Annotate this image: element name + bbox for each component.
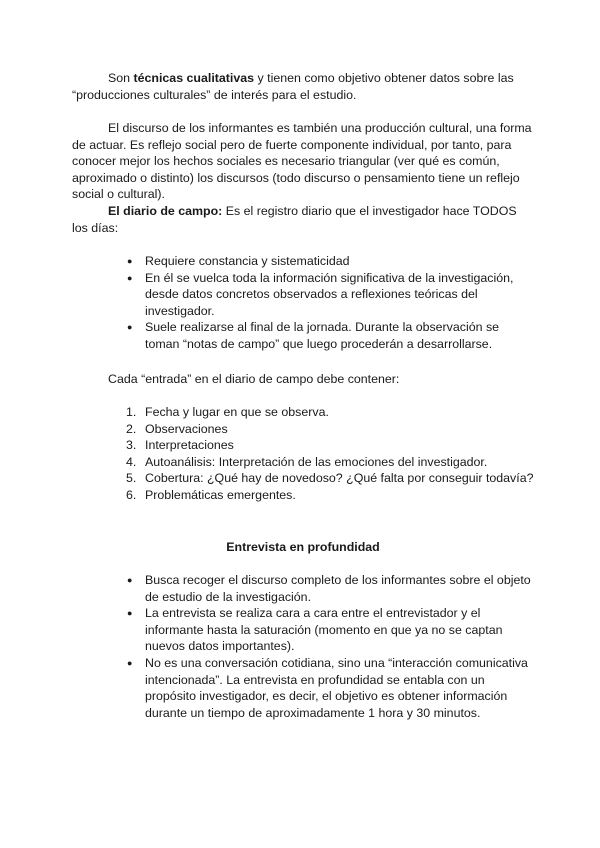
list-item <box>72 454 534 471</box>
list-item <box>72 421 534 438</box>
list-item <box>72 404 534 421</box>
list-text: Autoanálisis: Interpretación de las emociones del investigador. <box>145 454 488 469</box>
discourse-paragraph: El discurso de los informantes es también una producción cultural, una forma de actuar. Es reflejo social pero de fuerte componente individual, por tanto, para conocer mejor los hechos sociales es necesario triangular (ver qué es común, aproximado o distinto) los discursos (todo discurso o pensamiento tiene un reflejo social o cultural). <box>72 121 532 202</box>
list-item: ● Requiere constancia y sistematicidad <box>72 253 534 270</box>
list-text: Fecha y lugar en que se observa. <box>145 405 329 419</box>
intro-lead: Son <box>108 71 131 85</box>
list-item: ● La entrevista se realiza cara a cara entre el entrevistador y el informante hasta la saturación (momento en que ya no se captan nuevos datos importantes). <box>72 605 534 655</box>
list-item: ● No es una conversación cotidiana, sino una “interacción comunicativa intencionada”. La entrevista en profundidad se entabla con un propósito investigador, es decir, el objetivo es obtener información durante un tiempo de aproximadamente 1 hora y 30 minutos. <box>72 655 534 721</box>
field-diary-paragraph <box>72 203 534 236</box>
list-text: Observaciones <box>145 421 228 436</box>
list-text: Cobertura: ¿Qué hay de novedoso? ¿Qué falta por conseguir todavía? <box>145 471 534 486</box>
list-number: 1. <box>126 405 137 419</box>
entry-numbered-list <box>72 404 534 504</box>
list-item <box>72 487 534 504</box>
list-number: 6. <box>126 487 137 502</box>
field-diary-title: El diario de campo: <box>108 204 223 218</box>
field-diary-text: Es el registro diario que el investigador hace TODOS los días: <box>72 204 517 235</box>
list-number: 5. <box>126 471 137 486</box>
entry-intro-paragraph: Cada “entrada” en el diario de campo debe contener: <box>108 372 400 386</box>
list-number: 4. <box>126 454 137 469</box>
list-item <box>72 470 534 487</box>
interview-heading: Entrevista en profundidad <box>226 540 380 554</box>
intro-rest: y tienen como objetivo obtener datos sobre las “producciones culturales” de interés para el estudio. <box>72 71 514 102</box>
diary-bullet-list <box>72 253 534 353</box>
list-item: ● Suele realizarse al final de la jornada. Durante la observación se toman “notas de campo” que luego procederán a desarrollarse. <box>72 319 534 352</box>
list-item: ● Busca recoger el discurso completo de los informantes sobre el objeto de estudio de la investigación. <box>72 572 534 605</box>
list-text: Problemáticas emergentes. <box>145 487 296 502</box>
intro-paragraph <box>72 70 534 103</box>
list-item <box>72 437 534 454</box>
intro-bold-term: técnicas cualitativas <box>133 71 255 85</box>
list-text: Interpretaciones <box>145 438 234 453</box>
list-number: 2. <box>126 421 137 436</box>
list-item: ● En él se vuelca toda la información significativa de la investigación, desde datos concretos observados a reflexiones teóricas del investigador. <box>72 270 534 320</box>
interview-bullet-list <box>72 572 534 721</box>
list-number: 3. <box>126 438 137 453</box>
